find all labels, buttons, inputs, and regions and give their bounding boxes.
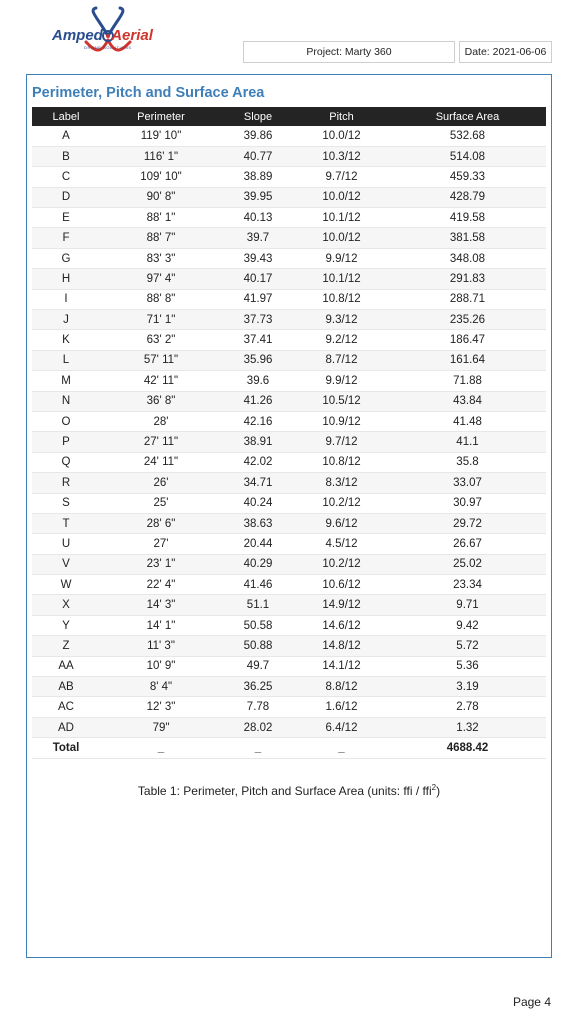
cell-label: E: [32, 208, 100, 228]
cell-slope: 38.91: [222, 432, 294, 452]
cell-surface-area: 9.71: [389, 595, 546, 615]
cell-perimeter: 12' 3": [100, 697, 222, 717]
cell-surface-area: 26.67: [389, 534, 546, 554]
cell-label: G: [32, 248, 100, 268]
cell-perimeter: 90' 8": [100, 187, 222, 207]
cell-pitch: 9.6/12: [294, 513, 389, 533]
table-total-row: [32, 738, 546, 758]
cell-surface-area: 186.47: [389, 330, 546, 350]
cell-label: Q: [32, 452, 100, 472]
cell-pitch: 10.2/12: [294, 554, 389, 574]
cell-perimeter: 88' 1": [100, 208, 222, 228]
cell-surface-area: 29.72: [389, 513, 546, 533]
cell-pitch: 10.1/12: [294, 208, 389, 228]
cell-surface-area: 23.34: [389, 575, 546, 595]
table-row: [32, 493, 546, 513]
cell-label: J: [32, 310, 100, 330]
cell-surface-area: 1.32: [389, 717, 546, 737]
cell-perimeter: 27' 11": [100, 432, 222, 452]
cell-surface-area: 459.33: [389, 167, 546, 187]
cell-perimeter: 10' 9": [100, 656, 222, 676]
cell-pitch: 8.7/12: [294, 350, 389, 370]
cell-label: Y: [32, 615, 100, 635]
cell-label: H: [32, 269, 100, 289]
cell-perimeter: 79": [100, 717, 222, 737]
cell-surface-area: 514.08: [389, 146, 546, 166]
cell-perimeter: 8' 4": [100, 677, 222, 697]
cell-perimeter: 22' 4": [100, 575, 222, 595]
cell-surface-area: 428.79: [389, 187, 546, 207]
cell-label: R: [32, 473, 100, 493]
cell-pitch: 10.2/12: [294, 493, 389, 513]
cell-surface-area: 2.78: [389, 697, 546, 717]
cell-surface-area: 161.64: [389, 350, 546, 370]
cell-label: S: [32, 493, 100, 513]
cell-perimeter: 119' 10": [100, 126, 222, 146]
cell-slope: 37.73: [222, 310, 294, 330]
company-logo: [48, 6, 168, 62]
cell-perimeter: 27': [100, 534, 222, 554]
cell-slope: 50.88: [222, 636, 294, 656]
cell-label: T: [32, 513, 100, 533]
cell-pitch: 10.0/12: [294, 126, 389, 146]
cell-surface-area: 235.26: [389, 310, 546, 330]
cell-slope: 35.96: [222, 350, 294, 370]
cell-perimeter: 63' 2": [100, 330, 222, 350]
cell-slope: 40.17: [222, 269, 294, 289]
cell-pitch: 4.5/12: [294, 534, 389, 554]
column-header-label: Label: [32, 107, 100, 126]
cell-perimeter: 23' 1": [100, 554, 222, 574]
table-row: [32, 310, 546, 330]
cell-surface-area: 532.68: [389, 126, 546, 146]
table-row: [32, 452, 546, 472]
cell-label: P: [32, 432, 100, 452]
cell-slope: 34.71: [222, 473, 294, 493]
cell-label: AC: [32, 697, 100, 717]
cell-slope: 50.58: [222, 615, 294, 635]
cell-slope: 42.02: [222, 452, 294, 472]
table-row: [32, 717, 546, 737]
table-row: [32, 248, 546, 268]
cell-perimeter: 109' 10": [100, 167, 222, 187]
cell-pitch: 6.4/12: [294, 717, 389, 737]
table-body: [32, 126, 546, 758]
cell-label: K: [32, 330, 100, 350]
table-row: [32, 391, 546, 411]
cell-slope: 38.63: [222, 513, 294, 533]
section-title: Perimeter, Pitch and Surface Area: [32, 85, 265, 101]
table-row: [32, 513, 546, 533]
surface-area-table: [32, 107, 546, 759]
cell-slope: 51.1: [222, 595, 294, 615]
cell-pitch: 9.9/12: [294, 371, 389, 391]
cell-surface-area: 9.42: [389, 615, 546, 635]
cell-slope: 39.43: [222, 248, 294, 268]
cell-surface-area: 288.71: [389, 289, 546, 309]
cell-label: Z: [32, 636, 100, 656]
cell-label: N: [32, 391, 100, 411]
cell-slope: 28.02: [222, 717, 294, 737]
table-row: [32, 636, 546, 656]
cell-surface-area: 348.08: [389, 248, 546, 268]
cell-label: AB: [32, 677, 100, 697]
cell-perimeter: 25': [100, 493, 222, 513]
cell-surface-area: 5.72: [389, 636, 546, 656]
cell-perimeter: 24' 11": [100, 452, 222, 472]
cell-slope: 36.25: [222, 677, 294, 697]
cell-label: U: [32, 534, 100, 554]
cell-perimeter: 88' 8": [100, 289, 222, 309]
cell-perimeter: 28' 6": [100, 513, 222, 533]
table-row: [32, 187, 546, 207]
cell-slope: 42.16: [222, 411, 294, 431]
table-row: [32, 554, 546, 574]
total-placeholder: _: [294, 738, 389, 758]
cell-label: X: [32, 595, 100, 615]
cell-pitch: 10.9/12: [294, 411, 389, 431]
cell-surface-area: 5.36: [389, 656, 546, 676]
table-row: [32, 432, 546, 452]
cell-surface-area: 25.02: [389, 554, 546, 574]
cell-slope: 7.78: [222, 697, 294, 717]
cell-perimeter: 57' 11": [100, 350, 222, 370]
cell-slope: 39.7: [222, 228, 294, 248]
cell-pitch: 14.6/12: [294, 615, 389, 635]
logo-wordmark: Amped Aerial: [52, 27, 153, 44]
cell-slope: 39.95: [222, 187, 294, 207]
cell-surface-area: 291.83: [389, 269, 546, 289]
cell-perimeter: 11' 3": [100, 636, 222, 656]
cell-label: L: [32, 350, 100, 370]
total-surface-area: 4688.42: [389, 738, 546, 758]
table-row: [32, 534, 546, 554]
table-row: [32, 228, 546, 248]
cell-slope: 38.89: [222, 167, 294, 187]
cell-label: D: [32, 187, 100, 207]
cell-slope: 20.44: [222, 534, 294, 554]
total-label: Total: [32, 738, 100, 758]
cell-slope: 37.41: [222, 330, 294, 350]
table-row: [32, 330, 546, 350]
cell-pitch: 10.8/12: [294, 289, 389, 309]
cell-label: A: [32, 126, 100, 146]
table-row: [32, 269, 546, 289]
cell-pitch: 14.8/12: [294, 636, 389, 656]
table-row: [32, 208, 546, 228]
cell-perimeter: 36' 8": [100, 391, 222, 411]
table-row: [32, 615, 546, 635]
cell-slope: 41.97: [222, 289, 294, 309]
cell-label: F: [32, 228, 100, 248]
cell-pitch: 14.9/12: [294, 595, 389, 615]
cell-perimeter: 71' 1": [100, 310, 222, 330]
table-row: [32, 595, 546, 615]
cell-surface-area: 33.07: [389, 473, 546, 493]
cell-perimeter: 88' 7": [100, 228, 222, 248]
cell-surface-area: 41.48: [389, 411, 546, 431]
cell-surface-area: 35.8: [389, 452, 546, 472]
page-number: Page 4: [512, 995, 551, 1009]
table-row: [32, 126, 546, 146]
cell-perimeter: 116' 1": [100, 146, 222, 166]
cell-pitch: 8.8/12: [294, 677, 389, 697]
logo-tagline: DRONE SOLUTIONS: [84, 45, 132, 50]
cell-pitch: 1.6/12: [294, 697, 389, 717]
column-header-pitch: Pitch: [294, 107, 389, 126]
cell-pitch: 9.7/12: [294, 432, 389, 452]
table-row: [32, 656, 546, 676]
table-caption: Table 1: Perimeter, Pitch and Surface Area (units: ffi / ffi$^2$): [137, 783, 441, 798]
cell-pitch: 9.3/12: [294, 310, 389, 330]
cell-perimeter: 42' 11": [100, 371, 222, 391]
column-header-slope: Slope: [222, 107, 294, 126]
table-row: [32, 289, 546, 309]
date-field: Date: 2021-06-06: [459, 41, 552, 63]
cell-label: M: [32, 371, 100, 391]
cell-surface-area: 43.84: [389, 391, 546, 411]
table-header-row: [32, 107, 546, 126]
cell-slope: 41.26: [222, 391, 294, 411]
cell-surface-area: 3.19: [389, 677, 546, 697]
cell-perimeter: 14' 3": [100, 595, 222, 615]
cell-slope: 40.29: [222, 554, 294, 574]
column-header-surface-area: Surface Area: [389, 107, 546, 126]
cell-surface-area: 30.97: [389, 493, 546, 513]
cell-slope: 41.46: [222, 575, 294, 595]
cell-pitch: 9.7/12: [294, 167, 389, 187]
cell-pitch: 10.1/12: [294, 269, 389, 289]
cell-pitch: 10.5/12: [294, 391, 389, 411]
cell-label: O: [32, 411, 100, 431]
cell-perimeter: 28': [100, 411, 222, 431]
cell-slope: 39.86: [222, 126, 294, 146]
cell-perimeter: 83' 3": [100, 248, 222, 268]
cell-label: V: [32, 554, 100, 574]
cell-label: W: [32, 575, 100, 595]
cell-pitch: 9.9/12: [294, 248, 389, 268]
cell-perimeter: 97' 4": [100, 269, 222, 289]
cell-pitch: 10.6/12: [294, 575, 389, 595]
table-row: [32, 677, 546, 697]
total-placeholder: _: [100, 738, 222, 758]
table-row: [32, 411, 546, 431]
table-row: [32, 697, 546, 717]
total-placeholder: _: [222, 738, 294, 758]
cell-surface-area: 71.88: [389, 371, 546, 391]
cell-surface-area: 41.1: [389, 432, 546, 452]
cell-pitch: 14.1/12: [294, 656, 389, 676]
cell-pitch: 8.3/12: [294, 473, 389, 493]
cell-surface-area: 381.58: [389, 228, 546, 248]
cell-pitch: 10.0/12: [294, 228, 389, 248]
table-row: [32, 146, 546, 166]
cell-label: C: [32, 167, 100, 187]
table-row: [32, 350, 546, 370]
cell-label: I: [32, 289, 100, 309]
table-row: [32, 167, 546, 187]
table-row: [32, 575, 546, 595]
cell-pitch: 10.0/12: [294, 187, 389, 207]
table-row: [32, 473, 546, 493]
cell-slope: 40.24: [222, 493, 294, 513]
column-header-perimeter: Perimeter: [100, 107, 222, 126]
cell-slope: 40.77: [222, 146, 294, 166]
table-row: [32, 371, 546, 391]
cell-pitch: 10.3/12: [294, 146, 389, 166]
cell-label: AD: [32, 717, 100, 737]
cell-pitch: 10.8/12: [294, 452, 389, 472]
cell-pitch: 9.2/12: [294, 330, 389, 350]
cell-slope: 39.6: [222, 371, 294, 391]
cell-slope: 40.13: [222, 208, 294, 228]
project-field: Project: Marty 360: [243, 41, 455, 63]
cell-perimeter: 26': [100, 473, 222, 493]
cell-slope: 49.7: [222, 656, 294, 676]
cell-label: B: [32, 146, 100, 166]
cell-surface-area: 419.58: [389, 208, 546, 228]
cell-label: AA: [32, 656, 100, 676]
cell-perimeter: 14' 1": [100, 615, 222, 635]
